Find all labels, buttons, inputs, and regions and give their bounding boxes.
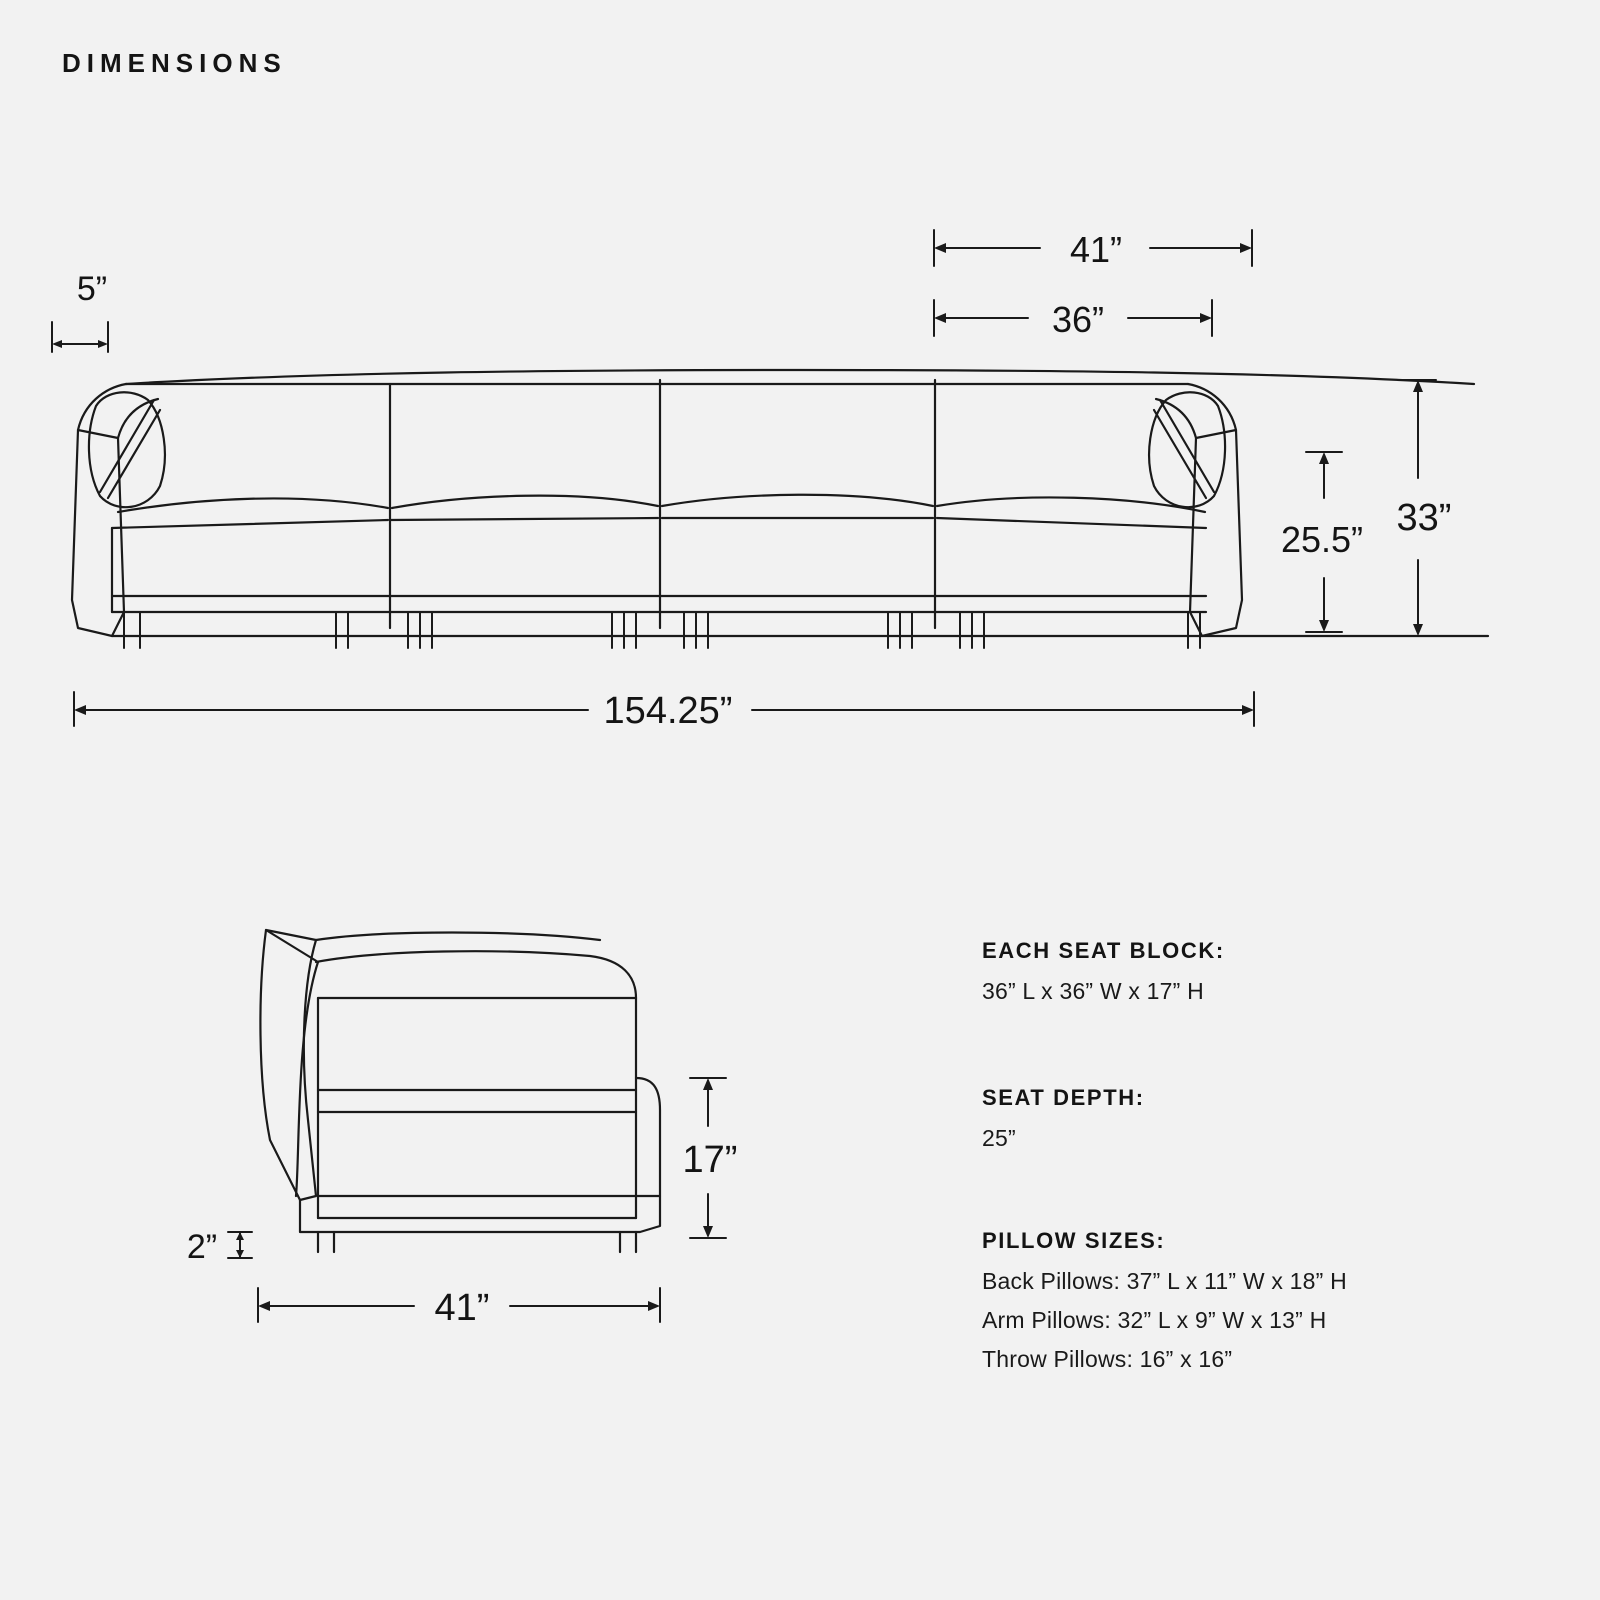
spec-pillow-throw: Throw Pillows: 16” x 16” xyxy=(982,1346,1233,1372)
dim-seat-back-height: 25.5” xyxy=(1280,519,1364,560)
spec-seat-depth-value: 25” xyxy=(982,1125,1016,1151)
spec-pillow-back: Back Pillows: 37” L x 11” W x 18” H xyxy=(982,1268,1347,1294)
spec-pillow-arm: Arm Pillows: 32” L x 9” W x 13” H xyxy=(982,1307,1327,1333)
spec-pillow-sizes xyxy=(982,1228,1347,1385)
dim-overall-height: 33” xyxy=(1396,497,1452,539)
dim-arm-width: 5” xyxy=(76,270,108,308)
page-title: DIMENSIONS xyxy=(62,48,287,78)
dim-module-outer-width: 41” xyxy=(1069,229,1123,270)
dim-module-inner-width: 36” xyxy=(1051,299,1105,340)
spec-seat-depth-heading: SEAT DEPTH: xyxy=(982,1085,1145,1110)
dim-seat-height: 17” xyxy=(682,1139,738,1181)
side-view-sofa xyxy=(260,930,660,1252)
front-view-dimension-lines xyxy=(52,230,1436,726)
spec-seat-block-value: 36” L x 36” W x 17” H xyxy=(982,978,1204,1004)
front-view-sofa xyxy=(72,370,1488,648)
spec-pillow-sizes-heading: PILLOW SIZES: xyxy=(982,1228,1166,1253)
dim-depth: 41” xyxy=(434,1287,490,1329)
dim-leg-height: 2” xyxy=(186,1228,218,1266)
dim-overall-width: 154.25” xyxy=(603,690,733,732)
spec-seat-block-heading: EACH SEAT BLOCK: xyxy=(982,938,1225,963)
spec-seat-depth xyxy=(982,1085,1145,1164)
spec-seat-block xyxy=(982,938,1225,1017)
